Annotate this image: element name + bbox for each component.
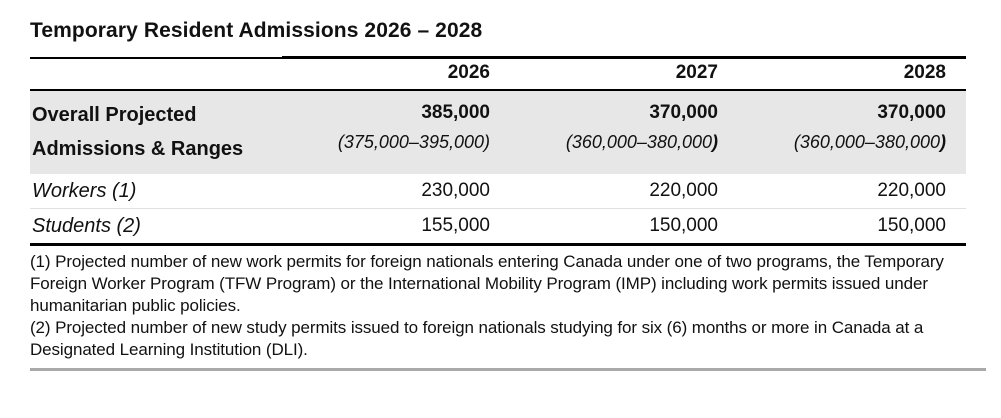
- range-close-paren: ): [712, 132, 718, 152]
- bottom-divider: [30, 368, 986, 371]
- row-label-line2: Admissions & Ranges: [32, 138, 244, 160]
- row-label-workers: Workers (1): [32, 180, 137, 202]
- footnotes: [30, 251, 978, 361]
- table-row-workers: [30, 174, 966, 209]
- header-label-spacer: [30, 58, 282, 91]
- workers-cell-2028: 220,000: [877, 180, 946, 201]
- overall-cell-2027: [510, 90, 738, 174]
- page-title: Temporary Resident Admissions 2026 – 2028: [30, 19, 483, 42]
- range-close-paren: ): [940, 132, 946, 152]
- students-cell-2026: 155,000: [282, 209, 510, 245]
- footnote-1: (1) Projected number of new work permits for foreign nationals entering Canada under one of two programs, the Temporary Foreign Worker Program (TFW Program) or the International Mobility Program (IMP) including work permits issued under humanitarian public policies.: [30, 252, 944, 315]
- cell-range: [282, 128, 490, 156]
- overall-cell-2026: [282, 90, 510, 174]
- row-label-overall: [30, 90, 282, 174]
- column-header-2026: 2026: [282, 58, 510, 91]
- cell-range: [738, 128, 946, 156]
- column-header-2028: 2028: [738, 58, 966, 91]
- range-text: (360,000–380,000: [565, 132, 712, 152]
- table-row-overall: [30, 90, 966, 174]
- students-cell-2027: 150,000: [510, 209, 738, 245]
- header-row: [30, 58, 966, 91]
- table-row-students: [30, 209, 966, 245]
- row-label-line1: Overall Projected: [32, 104, 197, 126]
- column-header-2027: 2027: [510, 58, 738, 91]
- workers-cell-2027: 220,000: [649, 180, 718, 201]
- cell-value: 370,000: [877, 102, 946, 123]
- cell-value: 370,000: [649, 102, 718, 123]
- row-label-students: Students (2): [30, 209, 282, 245]
- range-text: (375,000–395,000): [337, 132, 490, 152]
- cell-range: [510, 128, 718, 156]
- students-cell-2028: 150,000: [738, 209, 966, 245]
- footnote-2: (2) Projected number of new study permits issued to foreign nationals studying for six (6) months or more in Canada at a Designated Learning Institution (DLI).: [30, 318, 924, 359]
- cell-value: 385,000: [421, 102, 490, 123]
- admissions-table: [30, 56, 966, 246]
- range-text: (360,000–380,000: [793, 132, 940, 152]
- overall-cell-2028: [738, 90, 966, 174]
- workers-cell-2026: 230,000: [421, 180, 490, 201]
